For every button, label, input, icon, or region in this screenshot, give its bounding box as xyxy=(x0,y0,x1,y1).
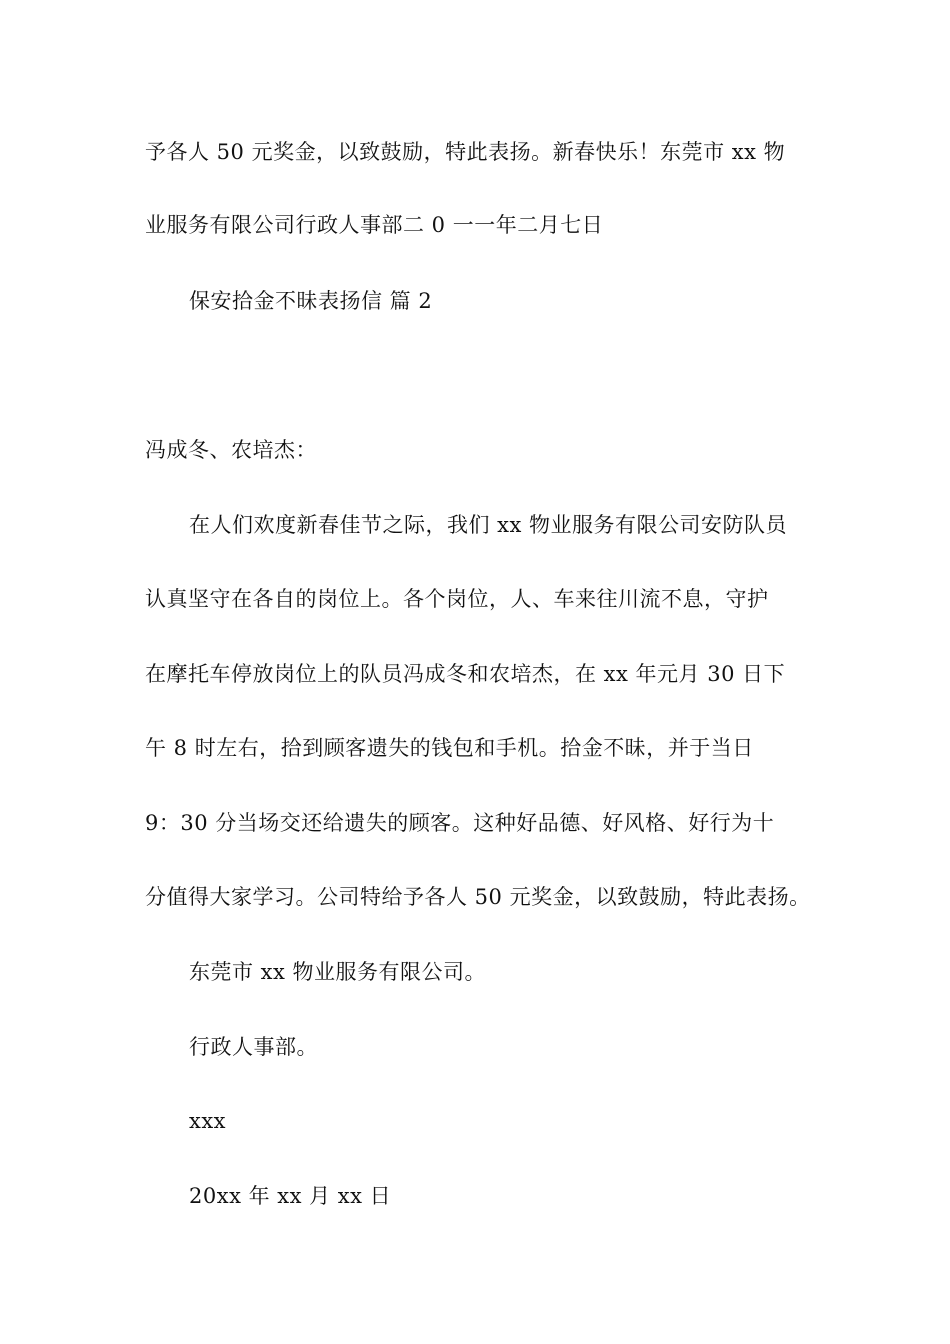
paragraph-line: 在摩托车停放岗位上的队员冯成冬和农培杰，在 xx 年元月 30 日下 xyxy=(145,662,786,686)
signature-date: 20xx 年 xx 月 xx 日 xyxy=(189,1184,392,1208)
paragraph-line: 9：30 分当场交还给遗失的顾客。这种好品德、好风格、好行为十 xyxy=(145,811,775,835)
signature-department: 行政人事部。 xyxy=(189,1035,318,1059)
paragraph-line: 予各人 50 元奖金，以致鼓励，特此表扬。新春快乐！东莞市 xx 物 xyxy=(145,140,786,164)
section-heading: 保安拾金不昧表扬信 篇 2 xyxy=(189,289,433,313)
signature-company: 东莞市 xx 物业服务有限公司。 xyxy=(189,960,487,984)
salutation: 冯成冬、农培杰： xyxy=(145,438,317,462)
signature-name: xxx xyxy=(189,1109,227,1133)
paragraph-line: 业服务有限公司行政人事部二 0 一一年二月七日 xyxy=(145,213,604,237)
paragraph-line: 在人们欢度新春佳节之际，我们 xx 物业服务有限公司安防队员 xyxy=(189,513,788,537)
paragraph-line: 午 8 时左右，拾到顾客遗失的钱包和手机。拾金不昧，并于当日 xyxy=(145,736,754,760)
paragraph-line: 认真坚守在各自的岗位上。各个岗位，人、车来往川流不息，守护 xyxy=(145,587,769,611)
paragraph-line: 分值得大家学习。公司特给予各人 50 元奖金，以致鼓励，特此表扬。 xyxy=(145,885,811,909)
